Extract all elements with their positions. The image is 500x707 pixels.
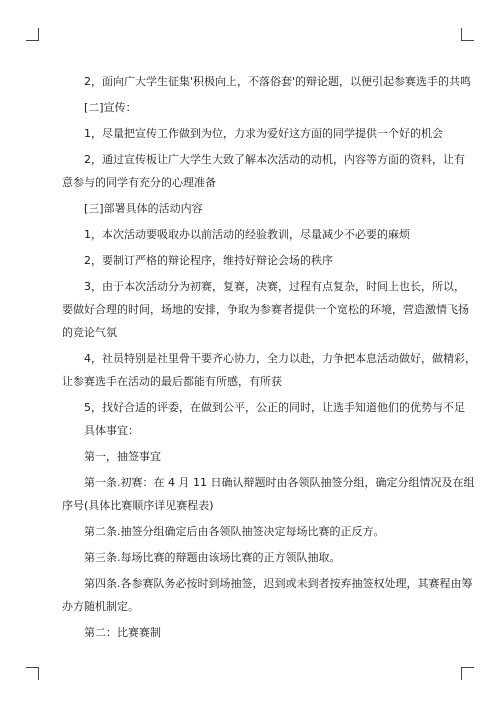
paragraph-line: 第四条.各参赛队务必按时到场抽签，迟到或未到者按弃抽签权处理，其赛程由筹 bbox=[84, 577, 473, 590]
document-body bbox=[62, 70, 476, 644]
paragraph-line: 2，面向广大学生征集'积极向上，不落俗套'的辩论题，以便引起参赛选手的共鸣 bbox=[84, 75, 472, 88]
section-heading: [三]部署具体的活动内容 bbox=[84, 202, 203, 215]
crop-mark-top-right bbox=[461, 28, 474, 41]
paragraph-line: 办方随机制定。 bbox=[62, 600, 139, 613]
paragraph-line: 2，要制订严格的辩论程序，维持好辩论会场的秩序 bbox=[84, 254, 333, 267]
paragraph-line: 第三条.每场比赛的辩题由该场比赛的正方领队抽取。 bbox=[84, 551, 341, 564]
section-heading: 具体事宜： bbox=[84, 424, 139, 437]
crop-mark-top-left bbox=[26, 28, 39, 41]
paragraph-line: 要做好合理的时间，场地的安排，争取为参赛者提供一个宽松的环境，营造激情飞扬 bbox=[62, 303, 469, 316]
paragraph-line: 序号(具体比赛顺序详见赛程表) bbox=[62, 499, 214, 512]
section-heading: 第二：比赛赛制 bbox=[84, 626, 161, 639]
paragraph-line: 让参赛选手在活动的最后都能有所感，有所获 bbox=[62, 375, 282, 388]
paragraph-line: 第一条.初赛：在 4 月 11 日确认辩题时由各领队抽签分组，确定分组情况及在组 bbox=[84, 476, 475, 489]
paragraph-line: 第二条.抽签分组确定后由各领队抽签决定每场比赛的正反方。 bbox=[84, 525, 385, 538]
paragraph-line: 意参与的同学有充分的心理准备 bbox=[62, 176, 216, 189]
paragraph-line: 1，尽量把宣传工作做到为位，力求为爱好这方面的同学提供一个好的机会 bbox=[84, 127, 443, 140]
paragraph-line: 5，找好合适的评委，在做到公平，公正的同时，让选手知道他们的优势与不足 bbox=[84, 401, 465, 414]
paragraph-line: 4，社员特别是社里骨干要齐心协力，全力以赴，力争把本息活动做好，做精彩， bbox=[84, 352, 476, 365]
paragraph-line: 的竞论气氛 bbox=[62, 326, 117, 339]
section-heading: 第一，抽签事宜 bbox=[84, 450, 161, 463]
section-heading: [二]宣传： bbox=[84, 101, 137, 114]
crop-mark-bottom-right bbox=[461, 667, 474, 680]
paragraph-line: 2，通过宣传板让广大学生大致了解本次活动的动机，内容等方面的资料，让有 bbox=[84, 153, 465, 166]
paragraph-line: 3，由于本次活动分为初赛，复赛，决赛，过程有点复杂，时间上也长，所以， bbox=[84, 280, 465, 293]
paragraph-line: 1，本次活动要吸取办以前活动的经验教训，尽量减少不必要的麻烦 bbox=[84, 228, 410, 241]
crop-mark-bottom-left bbox=[26, 667, 39, 680]
